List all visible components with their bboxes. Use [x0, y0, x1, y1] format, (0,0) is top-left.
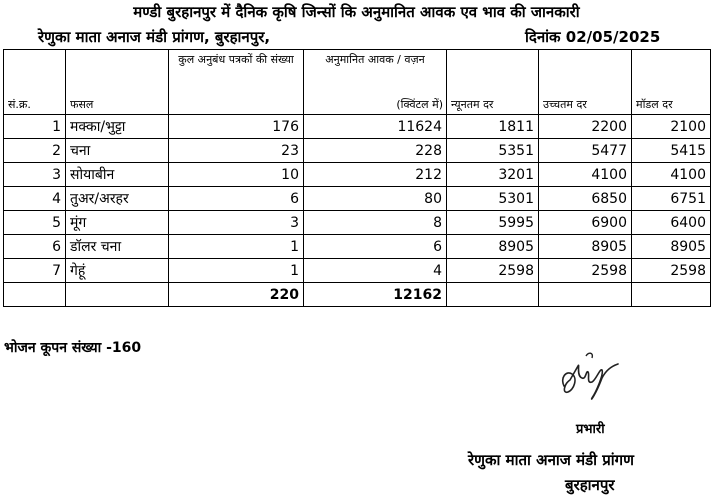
table-row: [4, 139, 711, 163]
serial-cell: 6: [4, 235, 66, 259]
table-row: [4, 163, 711, 187]
max-rate-cell: 5477: [539, 139, 632, 163]
food-coupon-count: भोजन कूपन संख्या -160: [4, 340, 142, 356]
arrival-price-table: [3, 49, 711, 307]
crop-cell: चना: [66, 139, 169, 163]
totals-row: [4, 283, 711, 307]
modal-rate-cell: 2598: [632, 259, 711, 283]
incharge-label: प्रभारी: [576, 422, 605, 437]
crop-cell: गेहूं: [66, 259, 169, 283]
crop-cell: डॉलर चना: [66, 235, 169, 259]
modal-rate-cell: 2100: [632, 115, 711, 139]
modal-rate-cell: 8905: [632, 235, 711, 259]
arrival-cell: 212: [304, 163, 447, 187]
modal-rate-cell: 6400: [632, 211, 711, 235]
modal-rate-cell: 6751: [632, 187, 711, 211]
agreements-cell: 1: [169, 259, 304, 283]
serial-cell: 5: [4, 211, 66, 235]
agreements-cell: 176: [169, 115, 304, 139]
arrival-cell: 228: [304, 139, 447, 163]
min-rate-cell: 5351: [447, 139, 539, 163]
max-rate-cell: 4100: [539, 163, 632, 187]
crop-cell: मक्का/भुट्टा: [66, 115, 169, 139]
table-row: [4, 259, 711, 283]
header-max: उच्चतम दर: [539, 50, 632, 115]
serial-cell: 3: [4, 163, 66, 187]
min-rate-cell: 1811: [447, 115, 539, 139]
arrival-cell: 6: [304, 235, 447, 259]
arrival-cell: 8: [304, 211, 447, 235]
crop-cell: तुअर/अरहर: [66, 187, 169, 211]
serial-cell: 1: [4, 115, 66, 139]
mandi-name: रेणुका माता अनाज मंडी प्रांगण: [468, 451, 634, 469]
agreements-cell: 23: [169, 139, 304, 163]
total-empty-max: [539, 283, 632, 307]
serial-cell: 7: [4, 259, 66, 283]
agreements-cell: 10: [169, 163, 304, 187]
crop-cell: सोयाबीन: [66, 163, 169, 187]
table-row: [4, 211, 711, 235]
header-min: न्यूनतम दर: [447, 50, 539, 115]
table-row: [4, 235, 711, 259]
header-agreements: कुल अनुबंध पत्रकों की संख्या: [169, 50, 304, 115]
min-rate-cell: 2598: [447, 259, 539, 283]
max-rate-cell: 2200: [539, 115, 632, 139]
modal-rate-cell: 4100: [632, 163, 711, 187]
modal-rate-cell: 5415: [632, 139, 711, 163]
max-rate-cell: 2598: [539, 259, 632, 283]
total-arrival: 12162: [304, 283, 447, 307]
table-row: [4, 115, 711, 139]
serial-cell: 2: [4, 139, 66, 163]
min-rate-cell: 5301: [447, 187, 539, 211]
header-modal: मॉडल दर: [632, 50, 711, 115]
max-rate-cell: 8905: [539, 235, 632, 259]
mandi-subtitle: रेणुका माता अनाज मंडी प्रांगण, बुरहानपुर,: [38, 28, 271, 46]
header-crop: फसल: [66, 50, 169, 115]
serial-cell: 4: [4, 187, 66, 211]
total-empty-modal: [632, 283, 711, 307]
arrival-cell: 11624: [304, 115, 447, 139]
total-agreements: 220: [169, 283, 304, 307]
table-row: [4, 187, 711, 211]
min-rate-cell: 8905: [447, 235, 539, 259]
agreements-cell: 6: [169, 187, 304, 211]
max-rate-cell: 6900: [539, 211, 632, 235]
arrival-cell: 80: [304, 187, 447, 211]
agreements-cell: 3: [169, 211, 304, 235]
arrival-cell: 4: [304, 259, 447, 283]
table-header-row: [4, 50, 711, 115]
max-rate-cell: 6850: [539, 187, 632, 211]
signature-icon: [556, 348, 626, 408]
header-arrival-unit: (क्विंटल में): [396, 98, 443, 111]
crop-cell: मूंग: [66, 211, 169, 235]
header-serial: सं.क्र.: [4, 50, 66, 115]
total-empty-min: [447, 283, 539, 307]
min-rate-cell: 5995: [447, 211, 539, 235]
total-empty-crop: [66, 283, 169, 307]
report-title: मण्डी बुरहानपुर में दैनिक कृषि जिन्सों कि अनुमानित आवक एव भाव की जानकारी: [133, 3, 580, 21]
total-empty-serial: [4, 283, 66, 307]
header-arrival-title: अनुमानित आवक / वज़न: [325, 53, 425, 66]
header-arrival: [304, 50, 447, 115]
report-date: दिनांक 02/05/2025: [525, 28, 661, 46]
min-rate-cell: 3201: [447, 163, 539, 187]
mandi-city: बुरहानपुर: [565, 476, 615, 494]
agreements-cell: 1: [169, 235, 304, 259]
